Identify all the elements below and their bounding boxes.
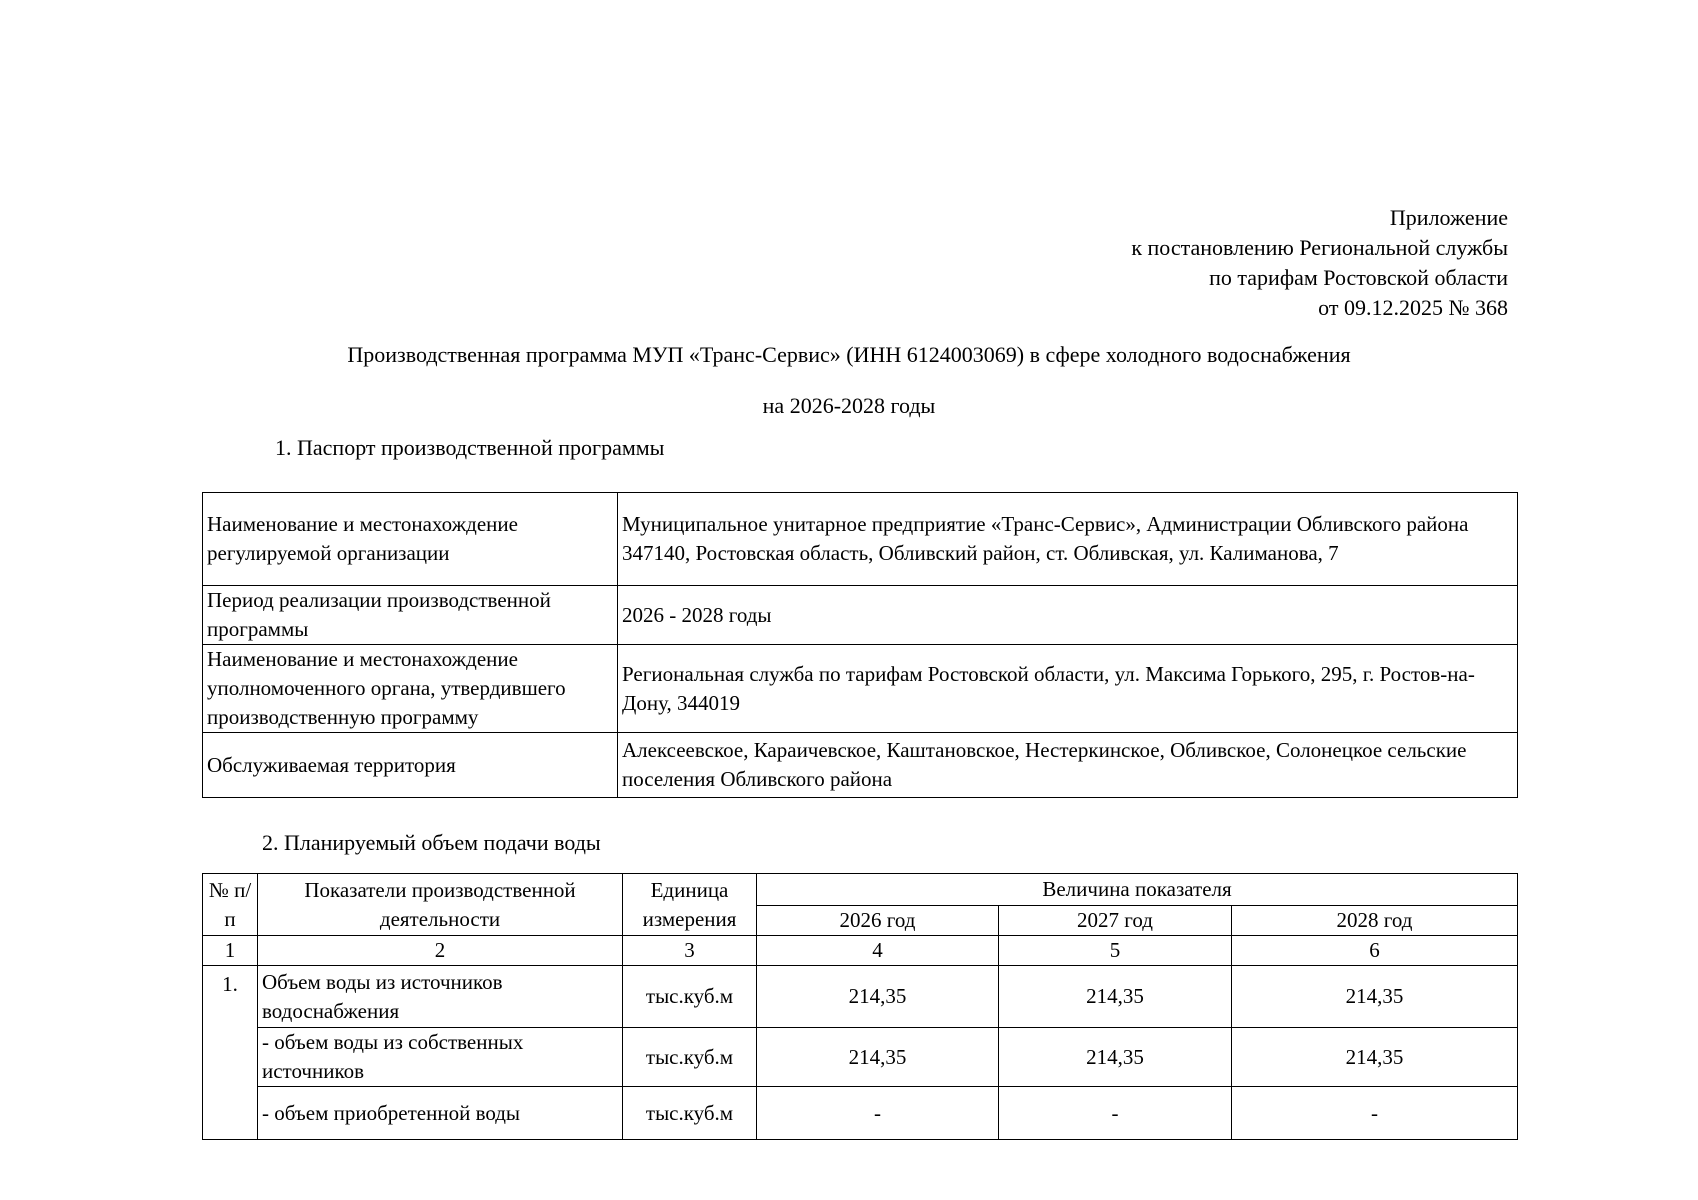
- value-2028: -: [1232, 1087, 1518, 1140]
- indicator-unit: тыс.куб.м: [623, 1028, 757, 1087]
- annex-line-2: к постановлению Региональной службы: [1131, 235, 1508, 260]
- section-2-heading: 2. Планируемый объем подачи воды: [262, 830, 601, 855]
- section-1-heading: 1. Паспорт производственной программы: [275, 435, 665, 460]
- value-2026: 214,35: [757, 1028, 999, 1087]
- row-number: 1.: [203, 966, 258, 1140]
- passport-label: Обслуживаемая территория: [203, 733, 618, 798]
- column-number: 6: [1232, 936, 1518, 966]
- table-row: [203, 1087, 1518, 1140]
- value-2028: 214,35: [1232, 1028, 1518, 1087]
- header-unit: Единица измерения: [623, 874, 757, 936]
- value-2026: -: [757, 1087, 999, 1140]
- header-value-group: Величина показателя: [757, 874, 1518, 906]
- passport-label: Период реализации производственной программы: [203, 586, 618, 645]
- table-row: [203, 966, 1518, 1028]
- table-row: [203, 586, 1518, 645]
- column-number: 3: [623, 936, 757, 966]
- annex-block: [1131, 203, 1508, 323]
- column-number-row: [203, 936, 1518, 966]
- passport-table: [202, 492, 1518, 798]
- passport-label: Наименование и местонахождение уполномоченного органа, утвердившего производственную программу: [203, 645, 618, 733]
- header-year-2028: 2028 год: [1232, 906, 1518, 936]
- document-title: Производственная программа МУП «Транс-Сервис» (ИНН 6124003069) в сфере холодного водоснабжения: [347, 342, 1351, 367]
- annex-line-3: по тарифам Ростовской области: [1209, 265, 1508, 290]
- value-2027: -: [999, 1087, 1232, 1140]
- indicator-name: - объем приобретенной воды: [258, 1087, 623, 1140]
- header-indicator: Показатели производственной деятельности: [258, 874, 623, 936]
- header-year-2026: 2026 год: [757, 906, 999, 936]
- column-number: 4: [757, 936, 999, 966]
- value-2027: 214,35: [999, 1028, 1232, 1087]
- table-row: [203, 733, 1518, 798]
- passport-value: 2026 - 2028 годы: [618, 586, 1518, 645]
- indicator-unit: тыс.куб.м: [623, 966, 757, 1028]
- passport-value: Алексеевское, Караичевское, Каштановское, Нестеркинское, Обливское, Солонецкое сельские поселения Обливского района: [618, 733, 1518, 798]
- table-row: [203, 645, 1518, 733]
- water-volume-table: [202, 873, 1518, 1140]
- value-2026: 214,35: [757, 966, 999, 1028]
- column-number: 2: [258, 936, 623, 966]
- column-number: 1: [203, 936, 258, 966]
- passport-value: Муниципальное унитарное предприятие «Транс-Сервис», Администрации Обливского района 347140, Ростовская область, Обливский район, ст. Обливская, ул. Калиманова, 7: [618, 493, 1518, 586]
- table-header-row: [203, 874, 1518, 906]
- column-number: 5: [999, 936, 1232, 966]
- passport-value: Региональная служба по тарифам Ростовской области, ул. Максима Горького, 295, г. Ростов-на-Дону, 344019: [618, 645, 1518, 733]
- annex-line-1: Приложение: [1389, 205, 1508, 230]
- value-2028: 214,35: [1232, 966, 1518, 1028]
- document-title-period: на 2026-2028 годы: [762, 393, 936, 418]
- header-year-2027: 2027 год: [999, 906, 1232, 936]
- indicator-name: Объем воды из источников водоснабжения: [258, 966, 623, 1028]
- indicator-name: - объем воды из собственных источников: [258, 1028, 623, 1087]
- passport-label: Наименование и местонахождение регулируемой организации: [203, 493, 618, 586]
- table-row: [203, 493, 1518, 586]
- value-2027: 214,35: [999, 966, 1232, 1028]
- annex-line-4: от 09.12.2025 № 368: [1318, 295, 1508, 320]
- header-number: № п/п: [203, 874, 258, 936]
- indicator-unit: тыс.куб.м: [623, 1087, 757, 1140]
- table-row: [203, 1028, 1518, 1087]
